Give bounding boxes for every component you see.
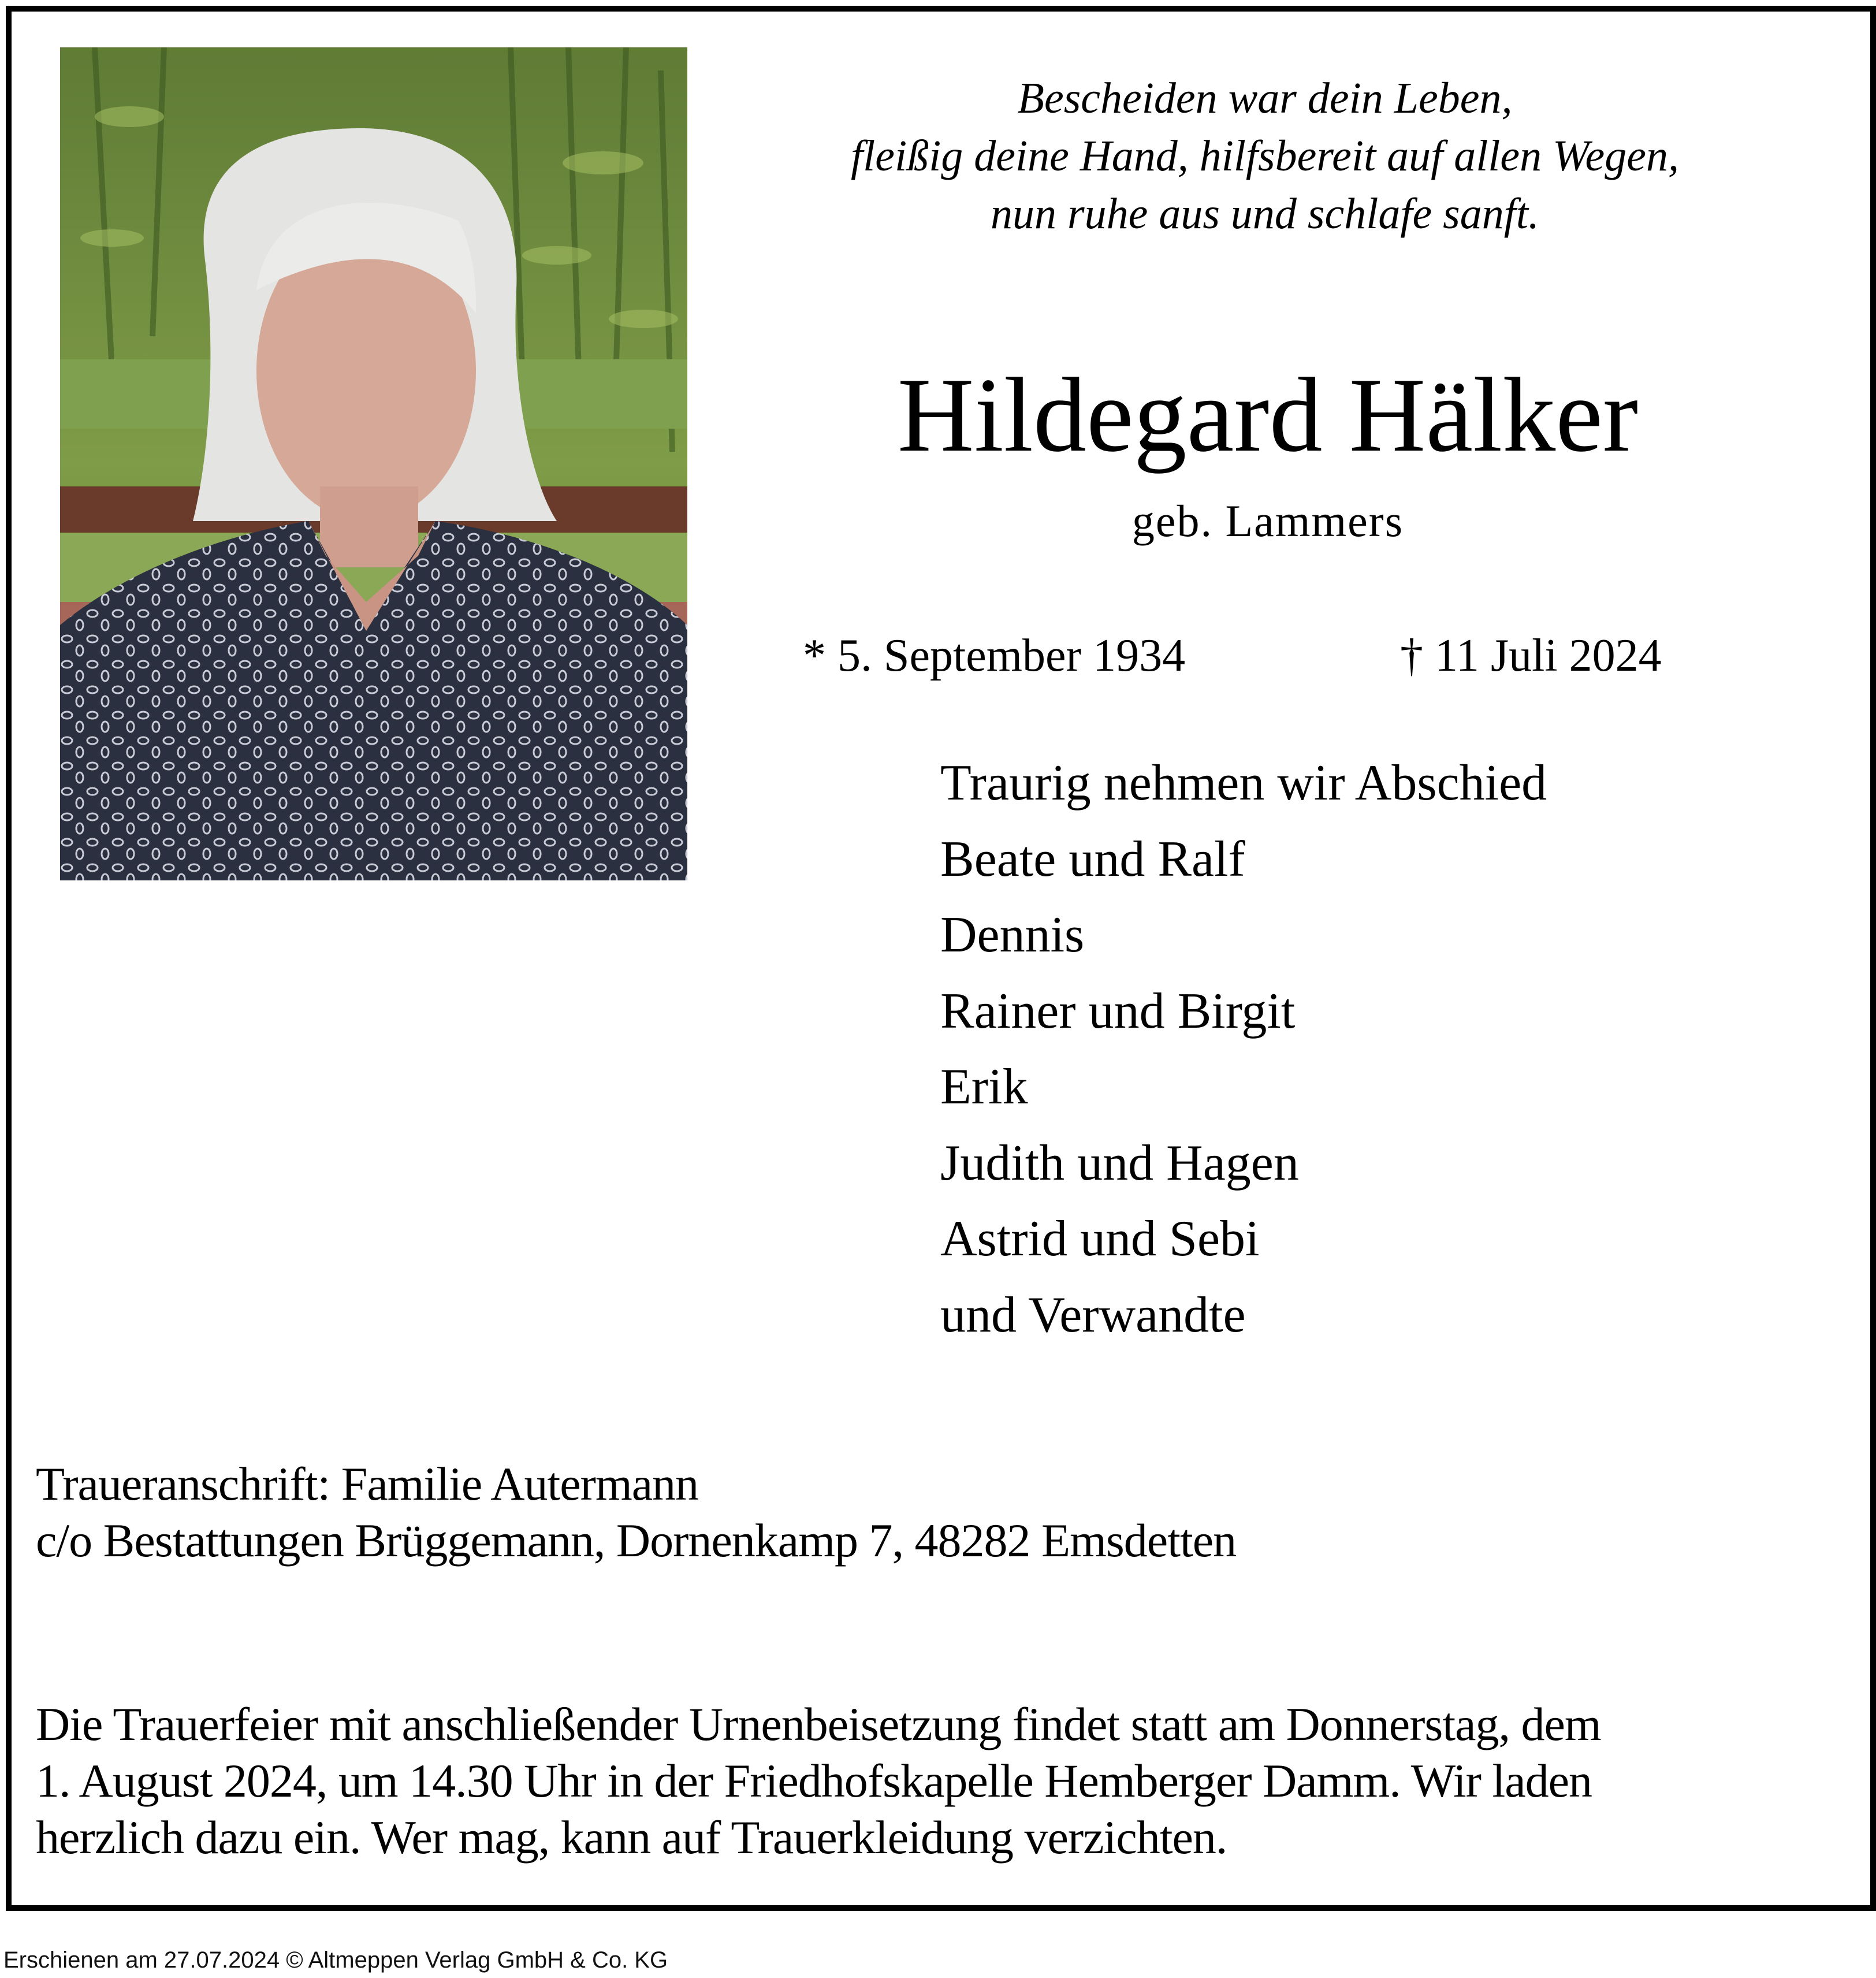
mourner-entry: Astrid und Sebi (940, 1211, 1260, 1267)
address-line: c/o Bestattungen Brüggemann, Dornenkamp 7, 48282 Emsdetten (36, 1514, 1237, 1567)
mourners-list (940, 745, 1547, 1353)
portrait-illustration (60, 47, 687, 880)
mourner-entry: Dennis (940, 907, 1085, 963)
verse-line: nun ruhe aus und schlafe sanft. (991, 189, 1539, 238)
ceremony-notice (36, 1696, 1849, 1866)
maiden-name: geb. Lammers (1131, 496, 1404, 546)
verse-line: Bescheiden war dein Leben, (1017, 74, 1513, 122)
birth-date: * 5. September 1934 (803, 630, 1186, 681)
death-date: † 11 Juli 2024 (1400, 630, 1662, 681)
mourner-entry: und Verwandte (940, 1287, 1246, 1343)
memorial-verse (693, 69, 1837, 243)
portrait-photo (60, 47, 687, 880)
mourner-entry: Beate und Ralf (940, 831, 1245, 887)
verse-line: fleißig deine Hand, hilfsbereit auf allen Wegen, (851, 132, 1679, 180)
mourner-entry: Judith und Hagen (940, 1135, 1299, 1191)
ceremony-line: herzlich dazu ein. Wer mag, kann auf Trauerkleidung verzichten. (36, 1811, 1227, 1864)
deceased-name: Hildegard Hälker (897, 356, 1639, 474)
mourner-entry: Rainer und Birgit (940, 983, 1296, 1039)
publication-footer: Erschienen am 27.07.2024 © Altmeppen Verlag GmbH & Co. KG (3, 1947, 668, 1973)
ceremony-line: Die Trauerfeier mit anschließender Urnenbeisetzung findet statt am Donnerstag, dem (36, 1698, 1601, 1750)
mourning-address (36, 1456, 1236, 1569)
address-line: Traueranschrift: Familie Autermann (36, 1458, 699, 1510)
mourner-entry: Erik (940, 1059, 1028, 1115)
mourners-intro: Traurig nehmen wir Abschied (940, 755, 1547, 811)
ceremony-line: 1. August 2024, um 14.30 Uhr in der Friedhofskapelle Hemberger Damm. Wir laden (36, 1754, 1592, 1807)
